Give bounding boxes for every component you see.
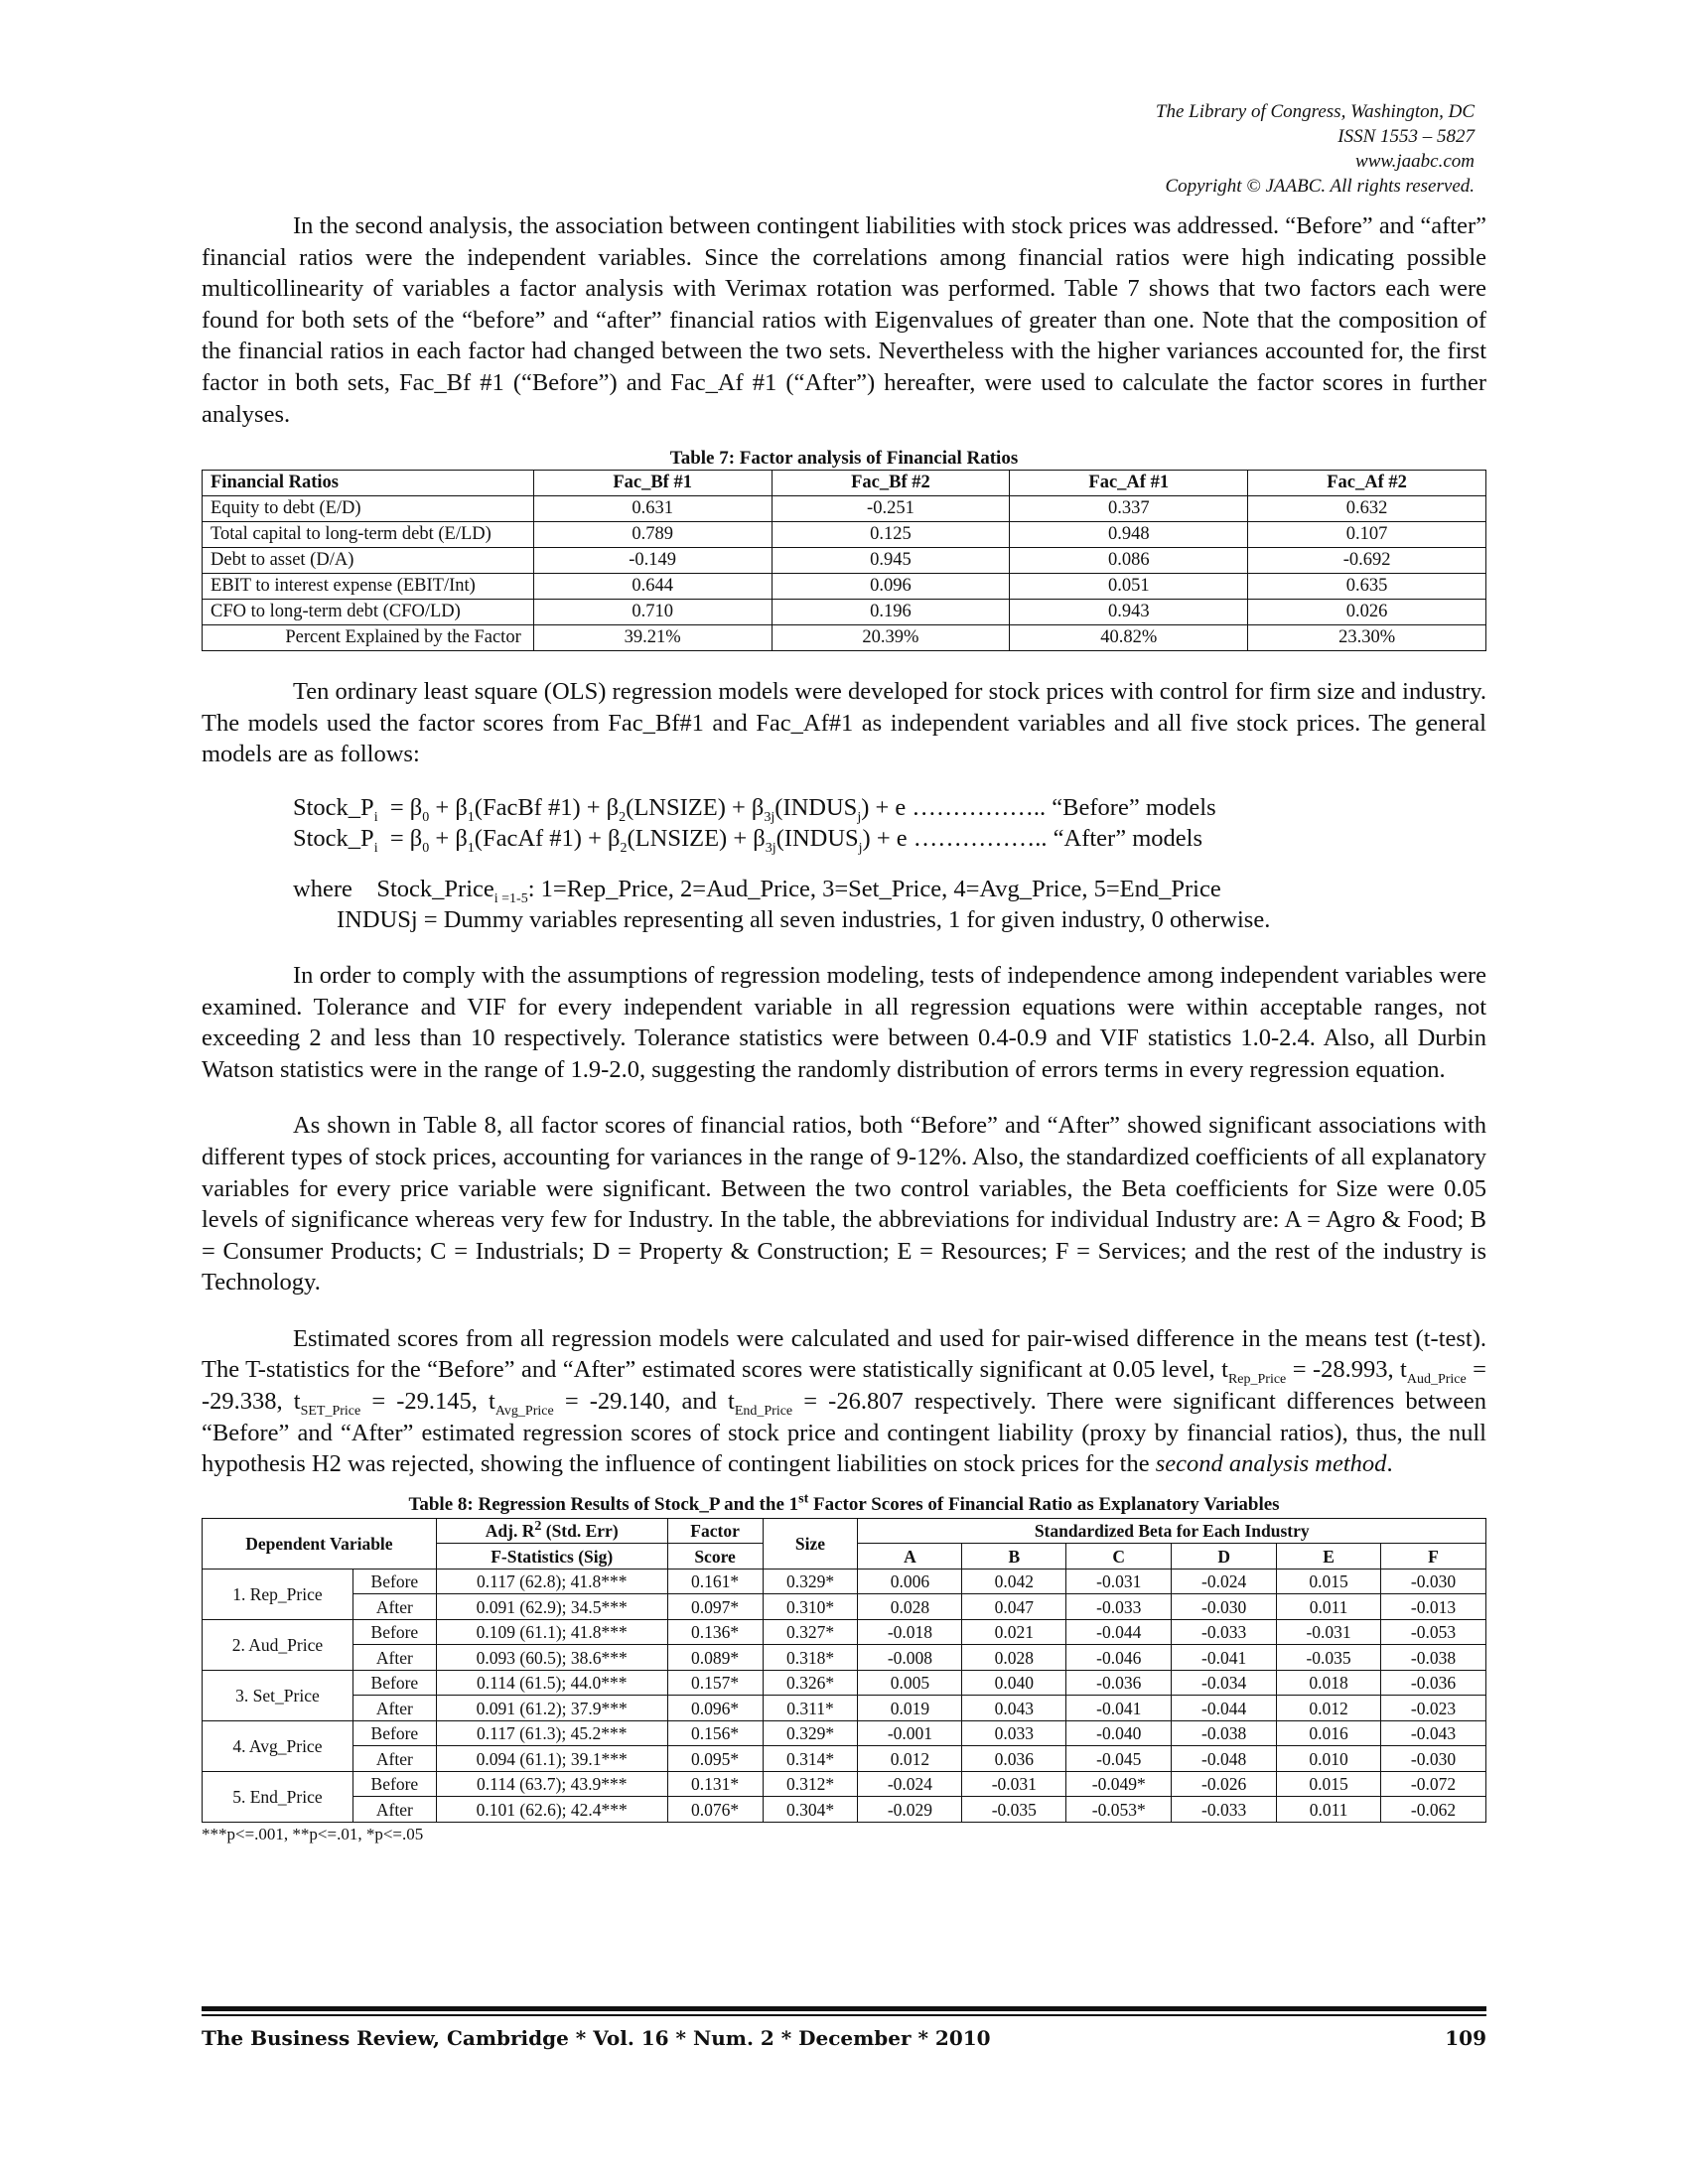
cell: 0.710 bbox=[533, 600, 772, 625]
cell: 0.644 bbox=[533, 574, 772, 600]
column-header: Factor bbox=[667, 1518, 763, 1544]
dependent-variable: 5. End_Price bbox=[203, 1771, 353, 1822]
column-header: Fac_Af #1 bbox=[1010, 471, 1248, 496]
para-text: . bbox=[1386, 1450, 1393, 1478]
para-sub: Rep_Price bbox=[1227, 1372, 1287, 1388]
para-text: = -29.145, t bbox=[360, 1388, 495, 1416]
column-header: Size bbox=[763, 1518, 858, 1569]
cell: -0.030 bbox=[1381, 1746, 1486, 1772]
cell: -0.023 bbox=[1381, 1696, 1486, 1721]
cell: 0.019 bbox=[858, 1696, 962, 1721]
cell: -0.045 bbox=[1066, 1746, 1172, 1772]
table-row bbox=[203, 548, 1486, 574]
period-label: After bbox=[352, 1746, 436, 1772]
cell: 0.117 (61.3); 45.2*** bbox=[436, 1720, 667, 1746]
cell: -0.044 bbox=[1172, 1696, 1277, 1721]
equation-after: $Stock\_P_i = \beta_0$ + $\beta_1(FacAf$ #1) + $\beta_2(LNSIZE)$ + $\beta_{3j}(INDUS_j) + e$ …………….. “After” models bbox=[293, 824, 1202, 856]
caption-text: Factor Scores of Financial Ratio as Explanatory Variables bbox=[808, 1493, 1280, 1515]
cell: -0.026 bbox=[1172, 1771, 1277, 1797]
cell: 0.091 (62.9); 34.5*** bbox=[436, 1594, 667, 1620]
cell: -0.031 bbox=[1066, 1569, 1172, 1594]
footer-rule bbox=[202, 2006, 1486, 2011]
cell: -0.008 bbox=[858, 1645, 962, 1671]
table-header-row bbox=[203, 1518, 1486, 1544]
cell: -0.040 bbox=[1066, 1720, 1172, 1746]
para-sub: Avg_Price bbox=[494, 1403, 554, 1419]
cell: -0.024 bbox=[1172, 1569, 1277, 1594]
cell: 0.086 bbox=[1010, 548, 1248, 574]
table-row bbox=[203, 1594, 1486, 1620]
cell: 0.631 bbox=[533, 496, 772, 522]
cell: -0.251 bbox=[772, 496, 1010, 522]
table7 bbox=[202, 470, 1486, 651]
cell: 0.312* bbox=[763, 1771, 858, 1797]
header-text: (Std. Err) bbox=[541, 1521, 619, 1542]
header-sup: 2 bbox=[534, 1519, 542, 1535]
column-header: Fac_Bf #1 bbox=[533, 471, 772, 496]
cell: -0.038 bbox=[1381, 1645, 1486, 1671]
table-row bbox=[203, 574, 1486, 600]
eq-text: (LNSIZE) + β bbox=[626, 793, 765, 821]
para-text: = -26.807 respectively. There were significant differences between “Before” and “After” estimated regression scores of stock price and contingent liability (proxy by financial ratios), thus, the null hypothesis H2 was rejected, showing the influence of contingent liabilities on stock prices for the bbox=[202, 1388, 1486, 1478]
cell: 0.107 bbox=[1248, 522, 1486, 548]
period-label: Before bbox=[352, 1619, 436, 1645]
cell: 0.089* bbox=[667, 1645, 763, 1671]
eq-text: (LNSIZE) + β bbox=[627, 824, 766, 852]
eq-text: ) + e …………….. “Before” models bbox=[861, 793, 1216, 821]
cell: 0.096* bbox=[667, 1696, 763, 1721]
cell: -0.038 bbox=[1172, 1720, 1277, 1746]
period-label: Before bbox=[352, 1569, 436, 1594]
cell: 23.30% bbox=[1248, 625, 1486, 651]
cell: 0.015 bbox=[1277, 1771, 1381, 1797]
cell: 40.82% bbox=[1010, 625, 1248, 651]
table8-caption bbox=[202, 1491, 1486, 1516]
cell: 39.21% bbox=[533, 625, 772, 651]
cell: 0.012 bbox=[858, 1746, 962, 1772]
cell: 0.051 bbox=[1010, 574, 1248, 600]
table-row bbox=[203, 1720, 1486, 1746]
cell: 0.095* bbox=[667, 1746, 763, 1772]
cell: 0.015 bbox=[1277, 1569, 1381, 1594]
cell: -0.024 bbox=[858, 1771, 962, 1797]
header-line: The Library of Congress, Washington, DC bbox=[1155, 101, 1475, 122]
table-row bbox=[203, 496, 1486, 522]
para-italic: second analysis method bbox=[1155, 1450, 1387, 1478]
period-label: Before bbox=[352, 1670, 436, 1696]
dependent-variable: 2. Aud_Price bbox=[203, 1619, 353, 1670]
cell: -0.048 bbox=[1172, 1746, 1277, 1772]
cell: 0.026 bbox=[1248, 600, 1486, 625]
row-label: Percent Explained by the Factor bbox=[203, 625, 534, 651]
cell: 0.948 bbox=[1010, 522, 1248, 548]
eq-text: (INDUS bbox=[774, 793, 858, 821]
column-header: Fac_Af #2 bbox=[1248, 471, 1486, 496]
cell: -0.030 bbox=[1172, 1594, 1277, 1620]
spacer bbox=[202, 1298, 1486, 1323]
eq-text: Stock_P bbox=[293, 824, 374, 852]
para-text: = -29.140, and t bbox=[553, 1388, 735, 1416]
cell: -0.062 bbox=[1381, 1797, 1486, 1823]
column-header: F-Statistics (Sig) bbox=[436, 1544, 667, 1570]
cell: -0.043 bbox=[1381, 1720, 1486, 1746]
paragraph: In the second analysis, the association between contingent liabilities with stock prices was addressed. “Before” and “after” financial ratios were the independent variables. Since the correlations among financial ratios were high indicating possible multicollinearity of variables a factor analysis with Verimax rotation was performed. Table 7 shows that two factors each were found for both sets of the “before” and “after” financial ratios with Eigenvalues of greater than one. Note that the composition of the financial ratios in each factor had changed between the two sets. Nevertheless with the higher variances accounted for, the first factor in both sets, Fac_Bf #1 (“Before”) and Fac_Af #1 (“After”) hereafter, were used to calculate the factor scores in further analyses. bbox=[202, 212, 1486, 428]
cell: -0.031 bbox=[1277, 1619, 1381, 1645]
cell: 0.093 (60.5); 38.6*** bbox=[436, 1645, 667, 1671]
cell: -0.030 bbox=[1381, 1569, 1486, 1594]
row-label: CFO to long-term debt (CFO/LD) bbox=[203, 600, 534, 625]
where-text: where Stock_Price bbox=[293, 875, 494, 902]
where-text: : 1=Rep_Price, 2=Aud_Price, 3=Set_Price, 4=Avg_Price, 5=End_Price bbox=[527, 875, 1221, 902]
column-header bbox=[436, 1518, 667, 1544]
cell: 0.789 bbox=[533, 522, 772, 548]
cell: -0.001 bbox=[858, 1720, 962, 1746]
para-text: = -28.993, t bbox=[1286, 1356, 1407, 1384]
cell: 0.006 bbox=[858, 1569, 962, 1594]
cell: 0.329* bbox=[763, 1569, 858, 1594]
page-number: 109 bbox=[1445, 2026, 1486, 2050]
cell: -0.033 bbox=[1172, 1797, 1277, 1823]
cell: 0.028 bbox=[858, 1594, 962, 1620]
para-text: Estimated scores from all regression models were calculated and used for pair-wised difference in the means test (t-test). The T-statistics for the “Before” and “After” estimated scores were statistically significant at 0.05 level, t bbox=[202, 1324, 1486, 1384]
row-label: EBIT to interest expense (EBIT/Int) bbox=[203, 574, 534, 600]
cell: -0.013 bbox=[1381, 1594, 1486, 1620]
cell: -0.035 bbox=[962, 1797, 1066, 1823]
header-line: ISSN 1553 – 5827 bbox=[1337, 126, 1475, 147]
cell: -0.036 bbox=[1381, 1670, 1486, 1696]
cell: 0.635 bbox=[1248, 574, 1486, 600]
period-label: Before bbox=[352, 1771, 436, 1797]
row-label: Equity to debt (E/D) bbox=[203, 496, 534, 522]
cell: 0.114 (63.7); 43.9*** bbox=[436, 1771, 667, 1797]
cell: 0.042 bbox=[962, 1569, 1066, 1594]
para-sub: SET_Price bbox=[300, 1403, 361, 1419]
cell: 0.632 bbox=[1248, 496, 1486, 522]
eq-text: (FacAf #1) + β bbox=[474, 824, 621, 852]
cell: -0.046 bbox=[1066, 1645, 1172, 1671]
cell: 0.101 (62.6); 42.4*** bbox=[436, 1797, 667, 1823]
cell: 0.311* bbox=[763, 1696, 858, 1721]
cell: 0.945 bbox=[772, 548, 1010, 574]
cell: -0.033 bbox=[1066, 1594, 1172, 1620]
para-sub: Aud_Price bbox=[1406, 1372, 1467, 1388]
cell: 0.337 bbox=[1010, 496, 1248, 522]
table-row bbox=[203, 1645, 1486, 1671]
column-header: C bbox=[1066, 1544, 1172, 1570]
where-sub: i =1-5 bbox=[493, 890, 528, 906]
column-header: D bbox=[1172, 1544, 1277, 1570]
cell: 0.040 bbox=[962, 1670, 1066, 1696]
eq-text: (FacBf #1) + β bbox=[474, 793, 620, 821]
table8 bbox=[202, 1518, 1486, 1823]
caption-text: Table 8: Regression Results of Stock_P and the 1 bbox=[408, 1493, 799, 1515]
table-row bbox=[203, 1771, 1486, 1797]
period-label: After bbox=[352, 1594, 436, 1620]
table8-note: ***p<=.001, **p<=.01, *p<=.05 bbox=[202, 1824, 424, 1843]
cell: -0.692 bbox=[1248, 548, 1486, 574]
cell: 0.012 bbox=[1277, 1696, 1381, 1721]
table-row bbox=[203, 1670, 1486, 1696]
cell: -0.053 bbox=[1381, 1619, 1486, 1645]
paragraph bbox=[202, 1323, 1486, 1480]
cell: 0.076* bbox=[667, 1797, 763, 1823]
cell: 0.047 bbox=[962, 1594, 1066, 1620]
cell: 0.327* bbox=[763, 1619, 858, 1645]
column-header: F bbox=[1381, 1544, 1486, 1570]
period-label: After bbox=[352, 1645, 436, 1671]
cell: 0.196 bbox=[772, 600, 1010, 625]
paragraph: Ten ordinary least square (OLS) regression models were developed for stock prices with control for firm size and industry. The models used the factor scores from Fac_Bf#1 and Fac_Af#1 as independent variables and all five stock prices. The general models are as follows: bbox=[202, 678, 1486, 768]
cell: -0.018 bbox=[858, 1619, 962, 1645]
paragraph: As shown in Table 8, all factor scores of financial ratios, both “Before” and “After” showed significant associations with different types of stock prices, accounting for variances in the range of 9-12%. Also, the standardized coefficients of all explanatory variables for every price variable were significant. Between the two control variables, the Beta coefficients for Size were 0.05 levels of significance whereas very few for Industry. In the table, the abbreviations for individual Industry are: A = Agro & Food; B = Consumer Products; C = Industrials; D = Property & Construction; E = Resources; F = Services; and the rest of the industry is Technology. bbox=[202, 1112, 1486, 1297]
table-row bbox=[203, 522, 1486, 548]
cell: 0.131* bbox=[667, 1771, 763, 1797]
table-row bbox=[203, 1746, 1486, 1772]
cell: 0.136* bbox=[667, 1619, 763, 1645]
journal-header bbox=[879, 99, 1475, 199]
column-header: Standardized Beta for Each Industry bbox=[858, 1518, 1486, 1544]
table-row bbox=[203, 1619, 1486, 1645]
cell: -0.031 bbox=[962, 1771, 1066, 1797]
cell: -0.036 bbox=[1066, 1670, 1172, 1696]
page-body bbox=[202, 210, 1486, 1844]
cell: 0.314* bbox=[763, 1746, 858, 1772]
cell: 0.016 bbox=[1277, 1720, 1381, 1746]
cell: -0.035 bbox=[1277, 1645, 1381, 1671]
cell: 0.028 bbox=[962, 1645, 1066, 1671]
spacer bbox=[202, 1085, 1486, 1110]
table-header-row bbox=[203, 471, 1486, 496]
cell: 0.117 (62.8); 41.8*** bbox=[436, 1569, 667, 1594]
dependent-variable: 3. Set_Price bbox=[203, 1670, 353, 1720]
cell: 0.043 bbox=[962, 1696, 1066, 1721]
cell: -0.149 bbox=[533, 548, 772, 574]
cell: 0.097* bbox=[667, 1594, 763, 1620]
cell: -0.041 bbox=[1066, 1696, 1172, 1721]
cell: 0.157* bbox=[667, 1670, 763, 1696]
cell: 0.094 (61.1); 39.1*** bbox=[436, 1746, 667, 1772]
caption-sup: st bbox=[798, 1491, 809, 1507]
cell: -0.034 bbox=[1172, 1670, 1277, 1696]
column-header: B bbox=[962, 1544, 1066, 1570]
dependent-variable: 4. Avg_Price bbox=[203, 1720, 353, 1771]
eq-text: (INDUS bbox=[775, 824, 859, 852]
para-sub: End_Price bbox=[734, 1403, 793, 1419]
cell: 0.329* bbox=[763, 1720, 858, 1746]
column-header: Fac_Bf #2 bbox=[772, 471, 1010, 496]
cell: 0.036 bbox=[962, 1746, 1066, 1772]
equation-before: $Stock\_P_i = \beta_0$ + $\beta_1(FacBf$ #1) + $\beta_2(LNSIZE)$ + $\beta_{3j}(INDUS_j) + e$ …………….. “Before” models bbox=[293, 793, 1216, 825]
cell: 0.091 (61.2); 37.9*** bbox=[436, 1696, 667, 1721]
eq-text: Stock_P bbox=[293, 793, 374, 821]
cell: 20.39% bbox=[772, 625, 1010, 651]
table-total-row bbox=[203, 625, 1486, 651]
footer-journal: The Business Review, Cambridge * Vol. 16 * Num. 2 * December * 2010 bbox=[202, 2026, 991, 2050]
cell: -0.053* bbox=[1066, 1797, 1172, 1823]
cell: 0.326* bbox=[763, 1670, 858, 1696]
eq-text: ) + e …………….. “After” models bbox=[862, 824, 1202, 852]
cell: 0.096 bbox=[772, 574, 1010, 600]
cell: 0.005 bbox=[858, 1670, 962, 1696]
table-row bbox=[203, 1696, 1486, 1721]
cell: 0.156* bbox=[667, 1720, 763, 1746]
column-header: E bbox=[1277, 1544, 1381, 1570]
spacer bbox=[202, 651, 1486, 676]
cell: -0.072 bbox=[1381, 1771, 1486, 1797]
cell: 0.943 bbox=[1010, 600, 1248, 625]
cell: -0.049* bbox=[1066, 1771, 1172, 1797]
table-row bbox=[203, 600, 1486, 625]
cell: 0.161* bbox=[667, 1569, 763, 1594]
spacer bbox=[202, 770, 1486, 792]
spacer bbox=[202, 854, 1486, 874]
cell: -0.044 bbox=[1066, 1619, 1172, 1645]
column-header: Financial Ratios bbox=[203, 471, 534, 496]
spacer bbox=[202, 935, 1486, 960]
cell: 0.310* bbox=[763, 1594, 858, 1620]
cell: 0.018 bbox=[1277, 1670, 1381, 1696]
cell: 0.033 bbox=[962, 1720, 1066, 1746]
row-label: Total capital to long-term debt (E/LD) bbox=[203, 522, 534, 548]
header-text: Adj. R bbox=[485, 1521, 535, 1542]
where-line bbox=[293, 874, 1486, 904]
cell: 0.010 bbox=[1277, 1746, 1381, 1772]
cell: -0.029 bbox=[858, 1797, 962, 1823]
column-header: A bbox=[858, 1544, 962, 1570]
header-line: www.jaabc.com bbox=[1355, 151, 1475, 172]
cell: 0.021 bbox=[962, 1619, 1066, 1645]
period-label: After bbox=[352, 1797, 436, 1823]
where-line: INDUSj = Dummy variables representing all seven industries, 1 for given industry, 0 otherwise. bbox=[337, 905, 1271, 933]
cell: 0.114 (61.5); 44.0*** bbox=[436, 1670, 667, 1696]
cell: 0.125 bbox=[772, 522, 1010, 548]
cell: -0.041 bbox=[1172, 1645, 1277, 1671]
table-row bbox=[203, 1569, 1486, 1594]
para-text: = -29.338, t bbox=[202, 1356, 1486, 1416]
table-row bbox=[203, 1797, 1486, 1823]
cell: 0.011 bbox=[1277, 1594, 1381, 1620]
cell: 0.109 (61.1); 41.8*** bbox=[436, 1619, 667, 1645]
cell: 0.011 bbox=[1277, 1797, 1381, 1823]
cell: -0.033 bbox=[1172, 1619, 1277, 1645]
row-label: Debt to asset (D/A) bbox=[203, 548, 534, 574]
cell: 0.318* bbox=[763, 1645, 858, 1671]
header-line: Copyright © JAABC. All rights reserved. bbox=[1165, 176, 1475, 197]
period-label: After bbox=[352, 1696, 436, 1721]
cell: 0.304* bbox=[763, 1797, 858, 1823]
table7-caption: Table 7: Factor analysis of Financial Ratios bbox=[669, 448, 1019, 470]
period-label: Before bbox=[352, 1720, 436, 1746]
column-header: Score bbox=[667, 1544, 763, 1570]
paragraph: In order to comply with the assumptions of regression modeling, tests of independence among independent variables were examined. Tolerance and VIF for every independent variable in all regression equations were within acceptable ranges, not exceeding 2 and less than 10 respectively. Tolerance statistics were between 0.4-0.9 and VIF statistics 1.0-2.4. Also, all Durbin Watson statistics were in the range of 1.9-2.0, suggesting the randomly distribution of errors terms in every regression equation. bbox=[202, 961, 1486, 1083]
dependent-variable: 1. Rep_Price bbox=[203, 1569, 353, 1619]
footer-rule bbox=[202, 2014, 1486, 2016]
column-header: Dependent Variable bbox=[203, 1518, 437, 1569]
